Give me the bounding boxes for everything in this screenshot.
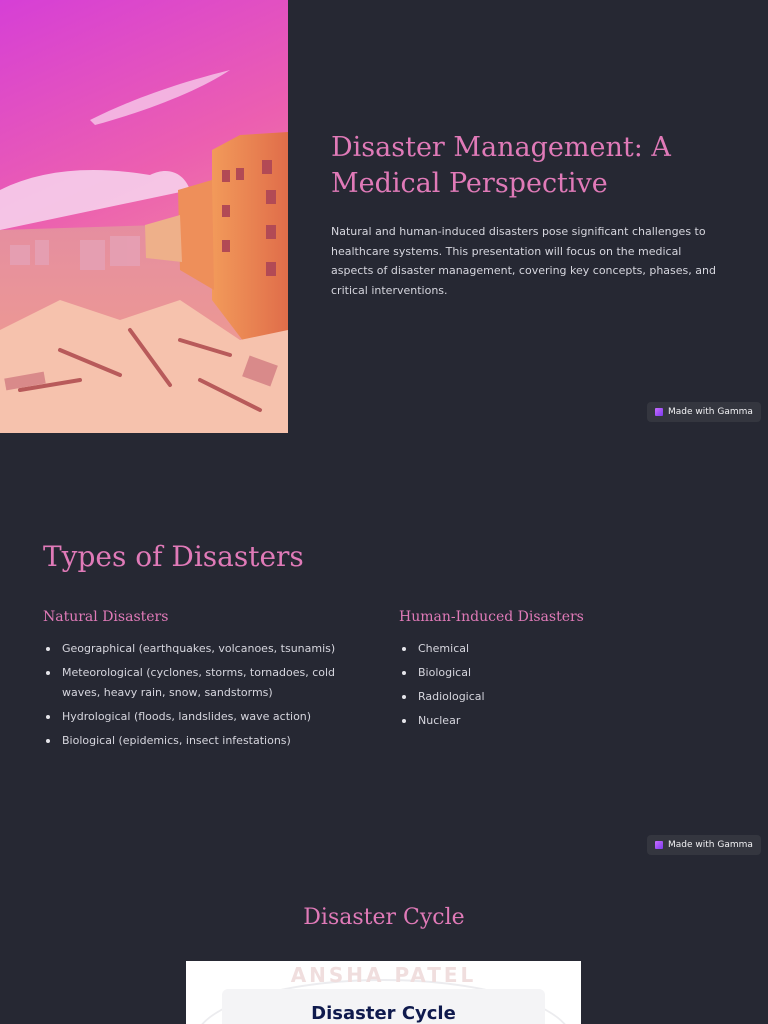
made-with-gamma-badge[interactable] <box>647 402 761 422</box>
list-item: Biological (epidemics, insect infestations) <box>43 731 363 751</box>
gamma-cube-icon <box>655 841 663 849</box>
intro-paragraph: Natural and human-induced disasters pose significant challenges to healthcare systems. This presentation will focus on the medical aspects of disaster management, covering key concepts, phases, and critical interventions. <box>331 225 716 297</box>
list-item: Chemical <box>399 639 699 659</box>
disaster-cycle-image <box>186 961 581 1024</box>
watermark-text: ANSHA PATEL <box>290 963 477 987</box>
list-item: Geographical (earthquakes, volcanoes, tsunamis) <box>43 639 363 659</box>
hero-image-collapsed-buildings <box>0 0 288 433</box>
list-item: Radiological <box>399 687 699 707</box>
made-with-gamma-badge[interactable] <box>647 835 761 855</box>
slide-title: Disaster Management: A Medical Perspective <box>331 132 671 199</box>
gamma-cube-icon <box>655 408 663 416</box>
list-item: Biological <box>399 663 699 683</box>
types-of-disasters-title: Types of Disasters <box>43 540 304 573</box>
list-item: Hydrological (floods, landslides, wave action) <box>43 707 363 727</box>
human-induced-disasters-heading: Human-Induced Disasters <box>399 609 584 625</box>
disaster-cycle-title: Disaster Cycle <box>303 905 465 930</box>
badge-label: Made with Gamma <box>668 407 753 417</box>
list-item: Nuclear <box>399 711 699 731</box>
list-item: Meteorological (cyclones, storms, tornadoes, cold waves, heavy rain, snow, sandstorms) <box>43 663 363 703</box>
human-induced-disasters-list <box>399 639 699 735</box>
natural-disasters-heading: Natural Disasters <box>43 609 169 625</box>
image-caption: Disaster Cycle <box>311 1003 456 1024</box>
natural-disasters-list <box>43 639 363 755</box>
badge-label: Made with Gamma <box>668 840 753 850</box>
